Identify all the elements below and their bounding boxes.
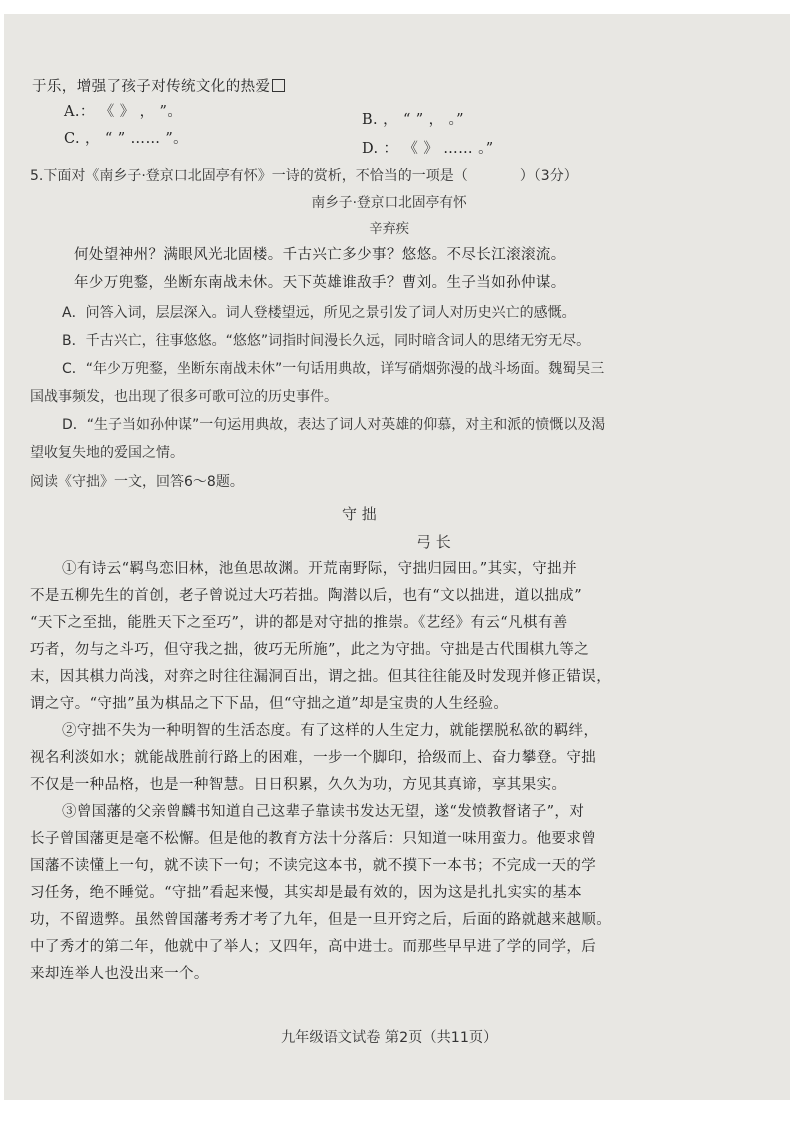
article-line: 不是五柳先生的首创，老子曾说过大巧若拙。陶潜以后，也有“文以拙进，道以拙成” — [30, 588, 583, 604]
header-line-text: 于乐，增强了孩子对传统文化的热爱 — [32, 79, 271, 95]
q5-score: ）（3分） — [519, 168, 578, 184]
q4-option-a: A.： 《 》 ， ”。 — [64, 104, 183, 120]
q5-option-d: D．“生子当如孙仲谋”一句运用典故，表达了词人对英雄的仰慕，对主和派的愤慨以及渴 — [62, 417, 606, 433]
q5-option-c-cont: 国战事频发，也出现了很多可歌可泣的历史事件。 — [30, 389, 338, 405]
reading-intro: 阅读《守拙》一文，回答6～8题。 — [30, 474, 244, 490]
article-line: ①有诗云“羁鸟恋旧林，池鱼思故渊。开荒南野际，守拙归园田。”其实，守拙并 — [62, 561, 577, 577]
q5-stem — [30, 167, 578, 185]
poem-line-1: 何处望神州？满眼风光北固楼。千古兴亡多少事？悠悠。不尽长江滚滚流。 — [74, 247, 566, 263]
article-author: 弓 长 — [416, 533, 451, 551]
article-line: 习任务，绝不睡觉。“守拙”看起来慢，其实却是最有效的，因为这是扎扎实实的基本 — [30, 885, 583, 901]
article-line: “天下之至拙，能胜天下之至巧”，讲的都是对守拙的推崇。《艺经》有云“凡棋有善 — [30, 615, 568, 631]
q4-option-d: D. ： 《 》 …… 。” — [362, 141, 494, 157]
article-line: 谓之守。“守拙”虽为棋品之下下品，但“守拙之道”却是宝贵的人生经验。 — [30, 696, 509, 712]
q5-option-c: C．“年少万兜鍪，坐断东南战未休”一句话用典故，详写硝烟弥漫的战斗场面。魏蜀吴三 — [62, 361, 605, 377]
article-line: 不仅是一种品格，也是一种智慧。日日积累，久久为功，方见其真谛，享其果实。 — [30, 777, 567, 793]
poem-line-2: 年少万兜鍪，坐断东南战未休。天下英雄谁敌手？曹刘。生子当如孙仲谋。 — [74, 275, 566, 291]
exam-page — [4, 14, 790, 1100]
q5-option-d-cont: 望收复失地的爱国之情。 — [30, 445, 184, 461]
poem-title: 南乡子·登京口北固亭有怀 — [311, 195, 467, 211]
article-title: 守 拙 — [342, 505, 377, 523]
page-footer: 九年级语文试卷 第2页（共11页） — [280, 1030, 498, 1046]
article-line: 功，不留遗弊。虽然曾国藩考秀才考了九年，但是一旦开窍之后，后面的路就越来越顺。 — [30, 912, 612, 928]
q5-option-b: B．千古兴亡，往事悠悠。“悠悠”词指时间漫长久远，同时暗含词人的思绪无穷无尽。 — [62, 333, 591, 349]
article-line: ③曾国藩的父亲曾麟书知道自己这辈子靠读书发达无望，遂“发愤教督诸子”，对 — [62, 804, 585, 820]
poem-author: 辛弃疾 — [369, 221, 409, 237]
q4-option-b: B. ， “ ” ， 。” — [362, 112, 464, 128]
article-line: 长子曾国藩更是毫不松懈。但是他的教育方法十分落后：只知道一味用蛮力。他要求曾 — [30, 831, 597, 847]
q4-option-c: C. ， “ ” …… ”。 — [64, 131, 189, 147]
article-line: 视名利淡如水；就能战胜前行路上的困难，一步一个脚印，拾级而上、奋力攀登。守拙 — [30, 750, 597, 766]
article-line: ②守拙不失为一种明智的生活态度。有了这样的人生定力，就能摆脱私欲的羁绊， — [62, 723, 599, 739]
q5-stem-text: 5.下面对《南乡子·登京口北固亭有怀》一诗的赏析，不恰当的一项是（ — [30, 168, 468, 184]
q5-option-a: A．问答入词，层层深入。词人登楼望远，所见之景引发了词人对历史兴亡的感慨。 — [62, 305, 576, 321]
checkbox-glyph-icon — [272, 79, 285, 92]
header-line — [32, 78, 285, 96]
article-line: 巧者，勿与之斗巧，但守我之拙，彼巧无所施”，此之为守拙。守拙是古代围棋九等之 — [30, 642, 590, 658]
article-line: 来却连举人也没出来一个。 — [30, 966, 209, 982]
article-line: 末，因其棋力尚浅，对弈之时往往漏洞百出，谓之拙。但其往往能及时发现并修正错误， — [30, 669, 612, 685]
article-line: 国藩不读懂上一句，就不读下一句；不读完这本书，就不摸下一本书；不完成一天的学 — [30, 858, 597, 874]
article-line: 中了秀才的第二年，他就中了举人；又四年，高中进士。而那些早早进了学的同学，后 — [30, 939, 597, 955]
